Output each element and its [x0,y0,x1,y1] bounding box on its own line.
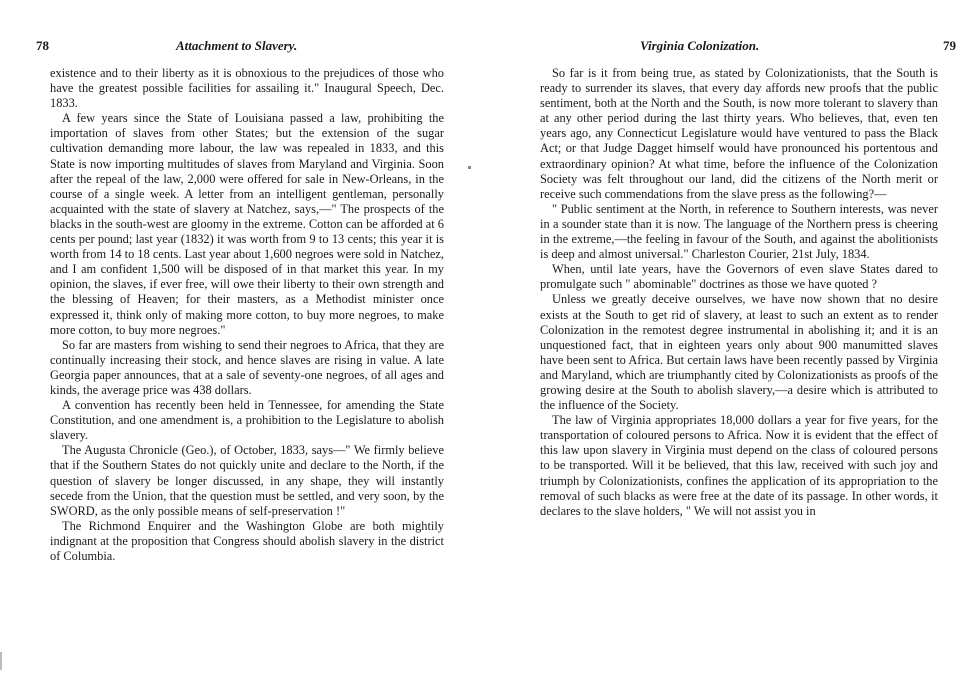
right-paragraph-1: So far is it from being true, as stated by Colonizationists, that the South is ready to surrender its slaves, that every day affords new proofs that the public sentiment, both at the North and the South, is now more tolerant to slavery than at any other period during the last thirty years. Who believes, that, even ten years ago, any Connecticut Legislature would have ventured to pass the Black Act; or that Judge Dagget himself would have pronounced his portentous and extraordinary opinion? At what time, before the influence of the Colonization Society was felt throughout our land, did the citizens of the North merit or receive such commendations from the slave press as the following?— [540,66,938,201]
right-text-column [540,66,938,519]
left-text-column [50,66,444,564]
left-running-title: Attachment to Slavery. [176,38,298,53]
right-page [490,0,980,678]
right-paragraph-3: When, until late years, have the Governors of even slave States dared to promulgate such " abominable" doctrines as those we have quoted ? [540,262,938,292]
right-running-head [542,36,956,56]
right-paragraph-4: Unless we greatly deceive ourselves, we have now shown that no desire exists at the South to get rid of slavery, at least to such an extent as to render Colonization in the remotest degree instrumental in abolishing it; and it is an unquestioned fact, that in eighteen years only about 900 manumitted slaves have been sent to Africa. But certain laws have been recently passed by Virginia and Maryland, which are triumphantly cited by Colonizationists as proofs of the growing desire at the South to abolish slavery,—a desire which is attributed to the influence of the Society. [540,292,938,413]
left-paragraph-4: A convention has recently been held in Tennessee, for amending the State Constitution, and one amendment is, a prohibition to the Legislature to abolish slavery. [50,398,444,443]
left-paragraph-2: A few years since the State of Louisiana passed a law, prohibiting the importation of slaves from other States; but the extension of the sugar cultivation demanding more labour, the law was repealed in 1833, and this State is now importing multitudes of slaves from Maryland and Virginia. Soon after the repeal of the law, 2,000 were offered for sale in New-Orleans, in the course of a single week. A letter from an intelligent gentleman, personally acquainted with the state of slavery at Natchez, says,—" The prospects of the blacks in the south-west are gloomy in the extreme. Cotton can be afforded at 6 cents per pound; last year (1832) it was worth from 9 to 13 cents; this year it is worth from 14 to 18 cents. Last year about 1,600 negroes were sold in Natchez, and I am confident 1,500 will be disposed of in that market this year. In my opinion, the slaves, if ever free, will owe their liberty to their own strength and the blessing of Heaven; for their masters, as a Methodist minister once expressed it, think only of making more cotton, to buy more negroes, to make more cotton, to buy more negroes." [50,111,444,337]
left-paragraph-6: The Richmond Enquirer and the Washington Globe are both mightily indignant at the proposition that Congress should abolish slavery in the district of Columbia. [50,518,444,563]
right-paragraph-2: " Public sentiment at the North, in reference to Southern interests, was never in a sounder state than it is now. The language of the Northern press is cheering in the extreme,—the feeling in favour of the South, and against the abolitionists is deep and almost universal." Charleston Courier, 21st July, 1834. [540,201,938,262]
left-paragraph-5: The Augusta Chronicle (Geo.), of October, 1833, says—" We firmly believe that if the Southern States do not quickly unite and declare to the North, if the question of slavery be longer discussed, in any shape, they will instantly secede from the Union, that the question must be settled, and very soon, by the SWORD, as the only possible means of self-preservation !" [50,443,444,518]
left-paragraph-1: existence and to their liberty as it is obnoxious to the prejudices of those who have the greatest possible facilities for assailing it." Inaugural Speech, Dec. 1833. [50,66,444,111]
right-paragraph-5: The law of Virginia appropriates 18,000 dollars a year for five years, for the transportation of coloured persons to Africa. Now it is evident that the effect of this law upon slavery in Virginia must depend on the class of coloured persons to be transported. Will it be believed, that this law, received with such joy and triumph by Colonizationists, confines the application of its appropriation to the removal of such blacks as were free at the date of its passage. In other words, it declares to the slave holders, " We will not assist you in [540,413,938,518]
right-page-number: 79 [943,38,956,53]
left-paragraph-3: So far are masters from wishing to send their negroes to Africa, that they are continually increasing their stock, and hence slaves are rising in value. A late Georgia paper announces, that at a sale of seventy-one negroes, of all ages and kinds, the average price was 438 dollars. [50,337,444,397]
left-page-number: 78 [36,38,49,53]
right-running-title: Virginia Colonization. [640,38,760,53]
page-edge-mark [0,652,2,670]
left-running-head [36,36,456,56]
gutter-speck [468,166,471,169]
